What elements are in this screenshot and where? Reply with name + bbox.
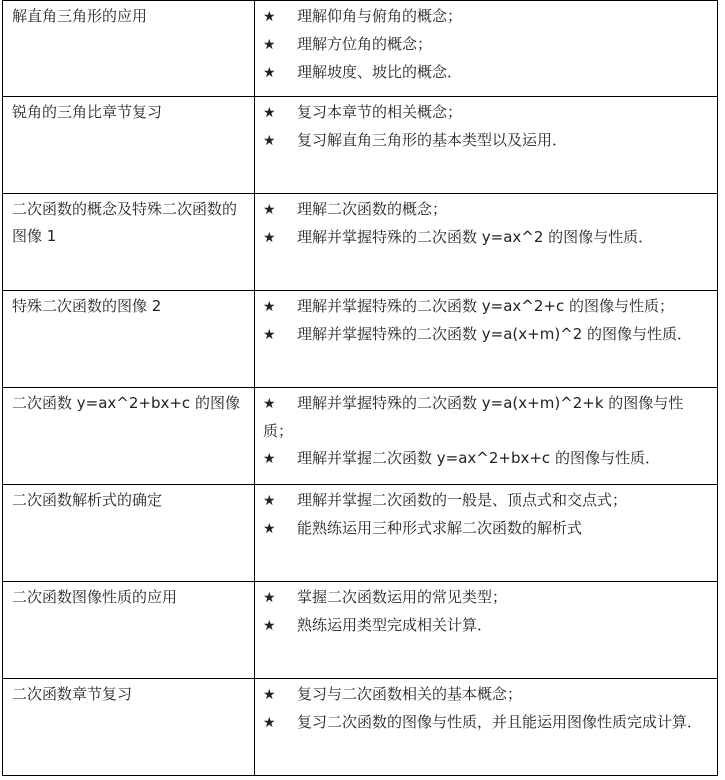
table-row bbox=[3, 291, 718, 388]
goal-text: 理解并掌握二次函数 y=ax^2+bx+c 的图像与性质． bbox=[297, 449, 660, 467]
goal-item bbox=[263, 445, 713, 473]
topic-cell: 二次函数 y=ax^2+bx+c 的图像 bbox=[3, 388, 255, 485]
topic-cell: 二次函数的概念及特殊二次函数的图像 1 bbox=[3, 194, 255, 291]
goals-cell bbox=[255, 679, 718, 776]
goal-item bbox=[263, 487, 713, 515]
table-row bbox=[3, 582, 718, 679]
goal-text: 理解并掌握特殊的二次函数 y=ax^2 的图像与性质． bbox=[297, 228, 654, 246]
topic-cell: 二次函数章节复习 bbox=[3, 679, 255, 776]
goal-item bbox=[263, 59, 713, 87]
topic-cell: 特殊二次函数的图像 2 bbox=[3, 291, 255, 388]
table-row bbox=[3, 1, 718, 97]
goal-text: 理解并掌握二次函数的一般是、顶点式和交点式； bbox=[297, 491, 628, 509]
star-icon: ★ bbox=[263, 299, 276, 315]
goal-item bbox=[263, 31, 713, 59]
star-icon: ★ bbox=[263, 202, 276, 218]
star-icon: ★ bbox=[263, 105, 276, 121]
star-icon: ★ bbox=[263, 590, 276, 606]
goal-text: 能熟练运用三种形式求解二次函数的解析式 bbox=[297, 519, 583, 537]
goals-cell bbox=[255, 582, 718, 679]
goal-text: 掌握二次函数运用的常见类型； bbox=[297, 588, 508, 606]
goal-item bbox=[263, 515, 713, 543]
star-icon: ★ bbox=[263, 37, 276, 53]
goal-item bbox=[263, 584, 713, 612]
goal-text: 理解仰角与俯角的概念； bbox=[297, 7, 463, 25]
curriculum-table bbox=[2, 0, 718, 776]
goal-item bbox=[263, 127, 713, 155]
star-icon: ★ bbox=[263, 493, 276, 509]
topic-cell: 解直角三角形的应用 bbox=[3, 1, 255, 97]
goal-text: 理解并掌握特殊的二次函数 y=a(x+m)^2+k 的图像与性质； bbox=[263, 394, 684, 440]
table-row bbox=[3, 679, 718, 776]
star-icon: ★ bbox=[263, 396, 276, 412]
table-row bbox=[3, 485, 718, 582]
table-row bbox=[3, 97, 718, 194]
curriculum-table-container bbox=[2, 0, 718, 776]
star-icon: ★ bbox=[263, 451, 276, 467]
goal-item bbox=[263, 681, 713, 709]
goal-item bbox=[263, 709, 713, 737]
goal-item bbox=[263, 224, 713, 252]
goals-cell bbox=[255, 194, 718, 291]
star-icon: ★ bbox=[263, 65, 276, 81]
goal-item bbox=[263, 99, 713, 127]
goals-cell bbox=[255, 291, 718, 388]
star-icon: ★ bbox=[263, 618, 276, 634]
goal-item bbox=[263, 293, 713, 321]
goal-text: 复习与二次函数相关的基本概念； bbox=[297, 685, 523, 703]
goal-text: 复习解直角三角形的基本类型以及运用． bbox=[297, 131, 568, 149]
goal-text: 复习本章节的相关概念； bbox=[297, 103, 463, 121]
goals-cell bbox=[255, 485, 718, 582]
goal-item bbox=[263, 3, 713, 31]
star-icon: ★ bbox=[263, 687, 276, 703]
star-icon: ★ bbox=[263, 230, 276, 246]
goals-cell bbox=[255, 1, 718, 97]
goal-text: 熟练运用类型完成相关计算． bbox=[297, 616, 493, 634]
goal-item bbox=[263, 612, 713, 640]
topic-cell: 二次函数解析式的确定 bbox=[3, 485, 255, 582]
goal-text: 理解二次函数的概念； bbox=[297, 200, 448, 218]
star-icon: ★ bbox=[263, 133, 276, 149]
star-icon: ★ bbox=[263, 9, 276, 25]
goal-text: 理解并掌握特殊的二次函数 y=ax^2+c 的图像与性质； bbox=[297, 297, 674, 315]
table-row bbox=[3, 194, 718, 291]
curriculum-table-body bbox=[3, 1, 718, 776]
goal-item bbox=[263, 196, 713, 224]
goals-cell bbox=[255, 97, 718, 194]
goal-item bbox=[263, 321, 713, 349]
star-icon: ★ bbox=[263, 521, 276, 537]
table-row bbox=[3, 388, 718, 485]
goal-text: 理解坡度、坡比的概念． bbox=[297, 63, 463, 81]
goal-text: 理解并掌握特殊的二次函数 y=a(x+m)^2 的图像与性质． bbox=[297, 325, 693, 343]
star-icon: ★ bbox=[263, 327, 276, 343]
topic-cell: 锐角的三角比章节复习 bbox=[3, 97, 255, 194]
goals-cell bbox=[255, 388, 718, 485]
goal-text: 理解方位角的概念； bbox=[297, 35, 433, 53]
star-icon: ★ bbox=[263, 715, 276, 731]
goal-text: 复习二次函数的图像与性质，并且能运用图像性质完成计算． bbox=[297, 713, 703, 731]
goal-item bbox=[263, 390, 713, 445]
topic-cell: 二次函数图像性质的应用 bbox=[3, 582, 255, 679]
